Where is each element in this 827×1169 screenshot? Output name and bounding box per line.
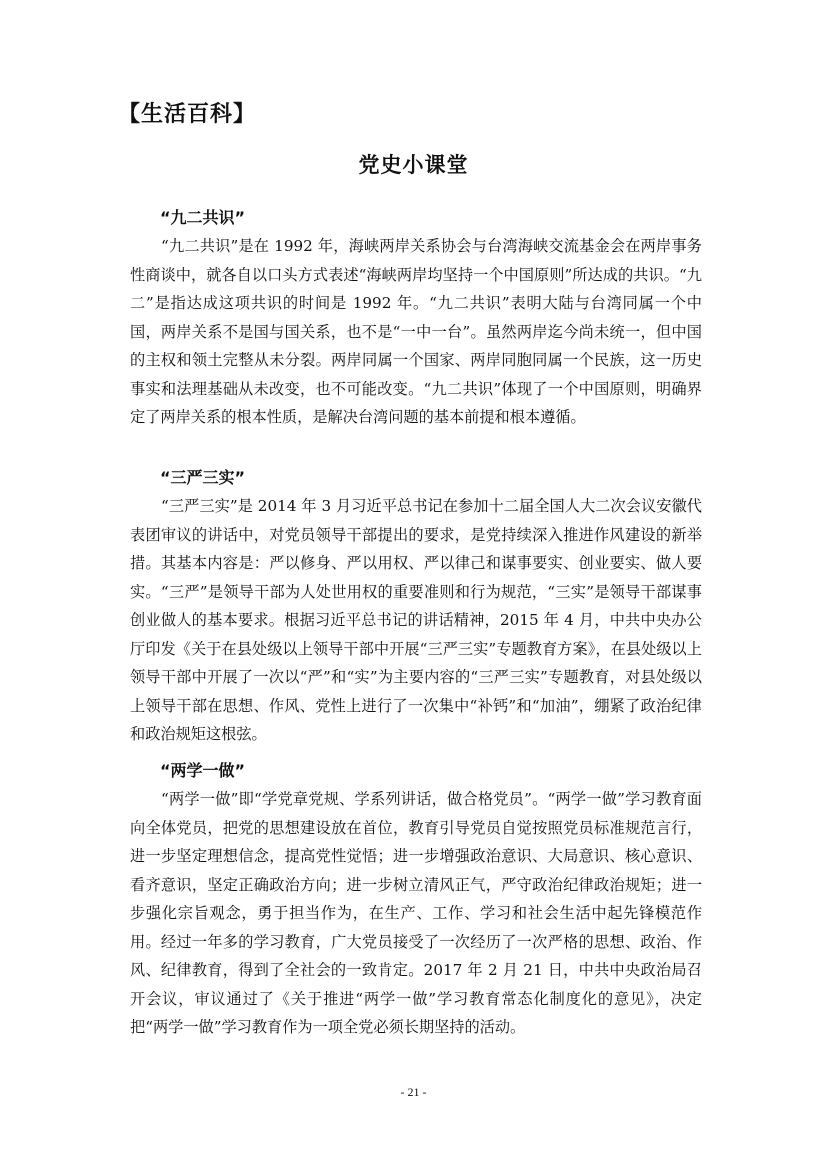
page-number: - 21 - [400,1085,427,1099]
section-three-stricts-three-earnests [130,464,702,749]
section-two-studies-one-action [130,757,702,1042]
section-body: “两学一做”即“学党章党规、学系列讲话，做合格党员”。“两学一做”学习教育面向全体党员，把党的思想建设放在首位，教育引导党员自觉按照党员标准规范言行，进一步坚定理想信念，提高党性觉悟；进一步增强政治意识、大局意识、核心意识、看齐意识，坚定正确政治方向；进一步树立清风正气，严守政治纪律政治规矩；进一步强化宗旨观念，勇于担当作为，在生产、工作、学习和社会生活中起先锋模范作用。经过一年多的学习教育，广大党员接受了一次经历了一次严格的思想、政治、作风、纪律教育，得到了全社会的一致肯定。2017 年 2 月 21 日，中共中央政治局召开会议，审议通过了《关于推进“两学一做”学习教育常态化制度化的意见》，决定把“两学一做”学习教育作为一项全党必须长期坚持的活动。 [130,790,702,1036]
section-body: “三严三实”是 2014 年 3 月习近平总书记在参加十二届全国人大二次会议安徽代表团审议的讲话中，对党员领导干部提出的要求，是党持续深入推进作风建设的新举措。其基本内容是：严以修身、严以用权、严以律己和谋事要实、创业要实、做人要实。“三严”是领导干部为人处世用权的重要准则和行为规范，“三实”是领导干部谋事创业做人的基本要求。根据习近平总书记的讲话精神，2015 年 4 月，中共中央办公厅印发《关于在县处级以上领导干部中开展“三严三实”专题教育方案》，在县处级以上领导干部中开展了一次以“严”和“实”为主要内容的“三严三实”专题教育，对县处级以上领导干部在思想、作风、党性上进行了一次集中“补钙”和“加油”，绷紧了政治纪律和政治规矩这根弦。 [130,497,702,743]
section-heading: “三严三实” [160,468,246,487]
section-heading: “两学一做” [160,761,246,780]
page-title: 党史小课堂 [358,153,469,177]
section-nine-two-consensus [130,204,702,432]
column-label: 【生活百科】 [118,102,257,127]
section-heading: “九二共识” [160,208,246,227]
section-body: “九二共识”是在 1992 年，海峡两岸关系协会与台湾海峡交流基金会在两岸事务性商谈中，就各自以口头方式表述“海峡两岸均坚持一个中国原则”所达成的共识。“九二”是指达成这项共识的时间是 1992 年。“九二共识”表明大陆与台湾同属一个中国，两岸关系不是国与国关系，也不是“一中一台”。虽然两岸迄今尚未统一，但中国的主权和领土完整从未分裂。两岸同属一个国家、两岸同胞同属一个民族，这一历史事实和法理基础从未改变，也不可能改变。“九二共识”体现了一个中国原则，明确界定了两岸关系的根本性质，是解决台湾问题的基本前提和根本遵循。 [130,237,702,426]
